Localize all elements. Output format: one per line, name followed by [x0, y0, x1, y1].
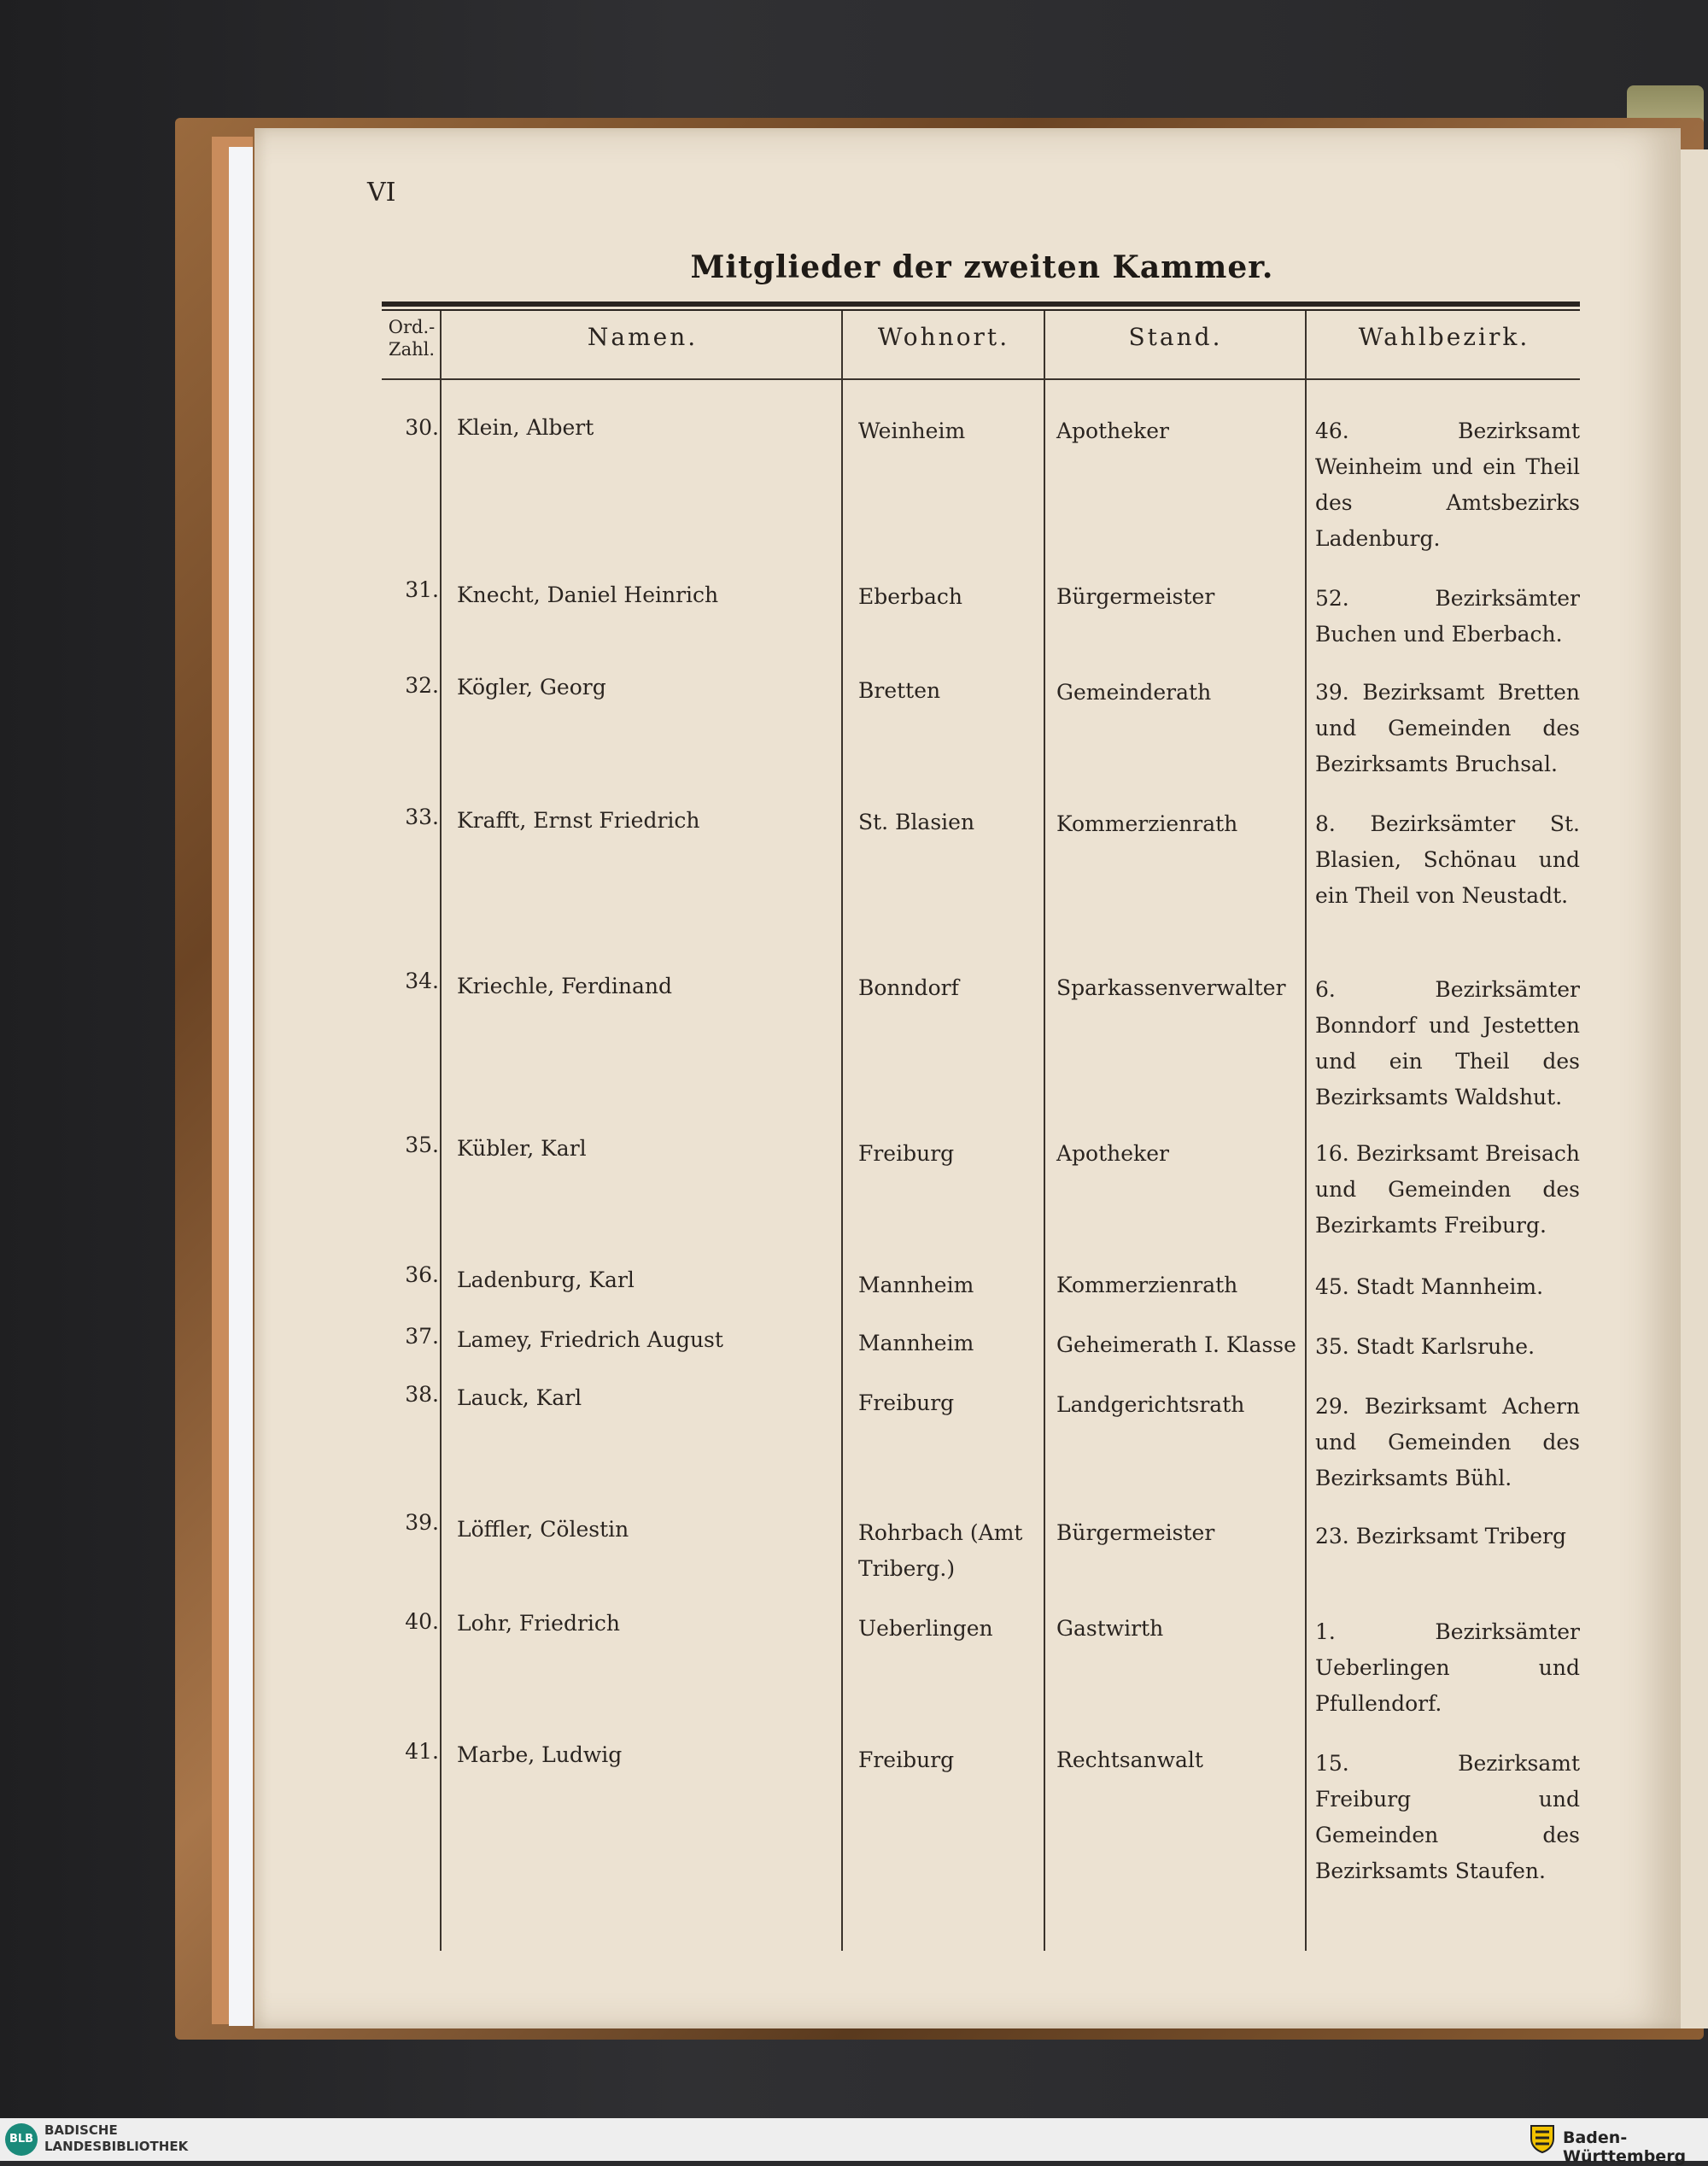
coat-of-arms-icon [1529, 2123, 1556, 2154]
page-number: VI [367, 178, 396, 208]
row-stand: Kommerzienrath [1056, 1273, 1238, 1297]
row-wahlbezirk: 6. Bezirksämter Bonndorf und Jestetten und ein Theil des Bezirksamts Waldshut. [1315, 977, 1580, 1109]
table-top-rule [382, 301, 1580, 307]
row-number: 40. [405, 1609, 439, 1634]
table-top-rule-thin [382, 309, 1580, 311]
row-wahlbezirk: 39. Bezirksamt Bretten und Gemeinden des Bezirksamts Bruchsal. [1315, 680, 1580, 776]
row-stand: Rechtsanwalt [1056, 1747, 1203, 1772]
header-wohnort: Wohnort. [877, 323, 1010, 351]
row-stand: Kommerzienrath [1056, 811, 1238, 836]
header-stand: Stand. [1128, 323, 1223, 351]
row-name: Ladenburg, Karl [457, 1267, 635, 1292]
row-stand: Apotheker [1056, 1141, 1169, 1166]
row-stand: Bürgermeister [1056, 584, 1215, 609]
row-name: Lohr, Friedrich [457, 1611, 620, 1636]
row-stand: Gastwirth [1056, 1616, 1164, 1641]
row-name: Marbe, Ludwig [457, 1742, 623, 1767]
header-wahlbezirk: Wahlbezirk. [1358, 323, 1530, 351]
row-wahlbezirk: 35. Stadt Karlsruhe. [1315, 1334, 1535, 1359]
row-number: 30. [405, 415, 439, 440]
row-number: 41. [405, 1739, 439, 1764]
row-wahlbezirk: 46. Bezirksamt Weinheim und ein Theil des Amtsbezirks Ladenburg. [1315, 419, 1580, 551]
row-name: Krafft, Ernst Friedrich [457, 808, 700, 833]
header-namen: Namen. [587, 323, 699, 351]
row-wahlbezirk: 52. Bezirksämter Buchen und Eberbach. [1315, 586, 1580, 647]
library-name-line1: BADISCHE [44, 2122, 118, 2138]
header-ord: Ord.-Zahl. [388, 317, 436, 360]
state-name: Baden-Württemberg [1563, 2128, 1687, 2166]
page-title: Mitglieder der zweiten Kammer. [690, 249, 1274, 285]
row-stand: Geheimerath I. Klasse [1056, 1332, 1296, 1357]
row-wahlbezirk: 8. Bezirksämter St. Blasien, Schönau und ein Theil von Neustadt. [1315, 811, 1580, 908]
library-name [44, 2122, 188, 2155]
column-divider [440, 311, 442, 1951]
row-wohnort: Bonndorf [858, 975, 959, 1000]
column-divider [1044, 311, 1045, 1951]
row-name: Kübler, Karl [457, 1136, 587, 1161]
row-stand: Gemeinderath [1056, 680, 1212, 705]
row-wohnort: Weinheim [858, 419, 966, 443]
column-divider [841, 311, 843, 1951]
row-wohnort: Mannheim [858, 1331, 974, 1355]
row-number: 32. [405, 673, 439, 698]
viewer-footer [0, 2118, 1708, 2161]
row-number: 33. [405, 805, 439, 829]
row-wohnort: Freiburg [858, 1747, 955, 1772]
row-number: 36. [405, 1262, 439, 1287]
row-wahlbezirk: 16. Bezirksamt Breisach und Gemeinden des Bezirkamts Freiburg. [1315, 1141, 1580, 1238]
row-stand: Sparkassenverwalter [1056, 975, 1286, 1000]
row-wohnort: St. Blasien [858, 810, 975, 834]
row-stand: Bürgermeister [1056, 1520, 1215, 1545]
library-name-line2: LANDESBIBLIOTHEK [44, 2139, 189, 2154]
row-name: Löffler, Cölestin [457, 1517, 629, 1542]
row-name: Klein, Albert [457, 415, 594, 440]
row-wohnort: Freiburg [858, 1390, 955, 1415]
row-name: Kögler, Georg [457, 675, 606, 700]
row-number: 31. [405, 577, 439, 602]
row-wahlbezirk: 45. Stadt Mannheim. [1315, 1274, 1544, 1299]
row-wohnort: Rohrbach (Amt Triberg.) [858, 1520, 1023, 1581]
row-stand: Landgerichtsrath [1056, 1392, 1245, 1417]
row-wahlbezirk: 1. Bezirksämter Ueberlingen und Pfullendorf. [1315, 1619, 1580, 1716]
row-wohnort: Eberbach [858, 584, 963, 609]
row-number: 35. [405, 1133, 439, 1157]
row-number: 38. [405, 1382, 439, 1407]
row-wahlbezirk: 29. Bezirksamt Achern und Gemeinden des Bezirksamts Bühl. [1315, 1394, 1580, 1490]
flyleaf [229, 147, 253, 2026]
row-number: 34. [405, 969, 439, 993]
row-name: Knecht, Daniel Heinrich [457, 582, 719, 607]
row-stand: Apotheker [1056, 419, 1169, 443]
row-wahlbezirk: 15. Bezirksamt Freiburg und Gemeinden des Bezirksamts Staufen. [1315, 1751, 1580, 1883]
row-wohnort: Mannheim [858, 1273, 974, 1297]
header-rule [382, 378, 1580, 380]
row-number: 39. [405, 1510, 439, 1535]
row-wahlbezirk: 23. Bezirksamt Triberg [1315, 1524, 1566, 1548]
row-name: Kriechle, Ferdinand [457, 974, 673, 998]
row-name: Lauck, Karl [457, 1385, 582, 1410]
row-name: Lamey, Friedrich August [457, 1327, 723, 1352]
blb-logo: BLB [5, 2123, 38, 2156]
row-number: 37. [405, 1324, 439, 1349]
column-divider [1305, 311, 1307, 1951]
row-wohnort: Ueberlingen [858, 1616, 993, 1641]
row-wohnort: Freiburg [858, 1141, 955, 1166]
row-wohnort: Bretten [858, 678, 941, 703]
